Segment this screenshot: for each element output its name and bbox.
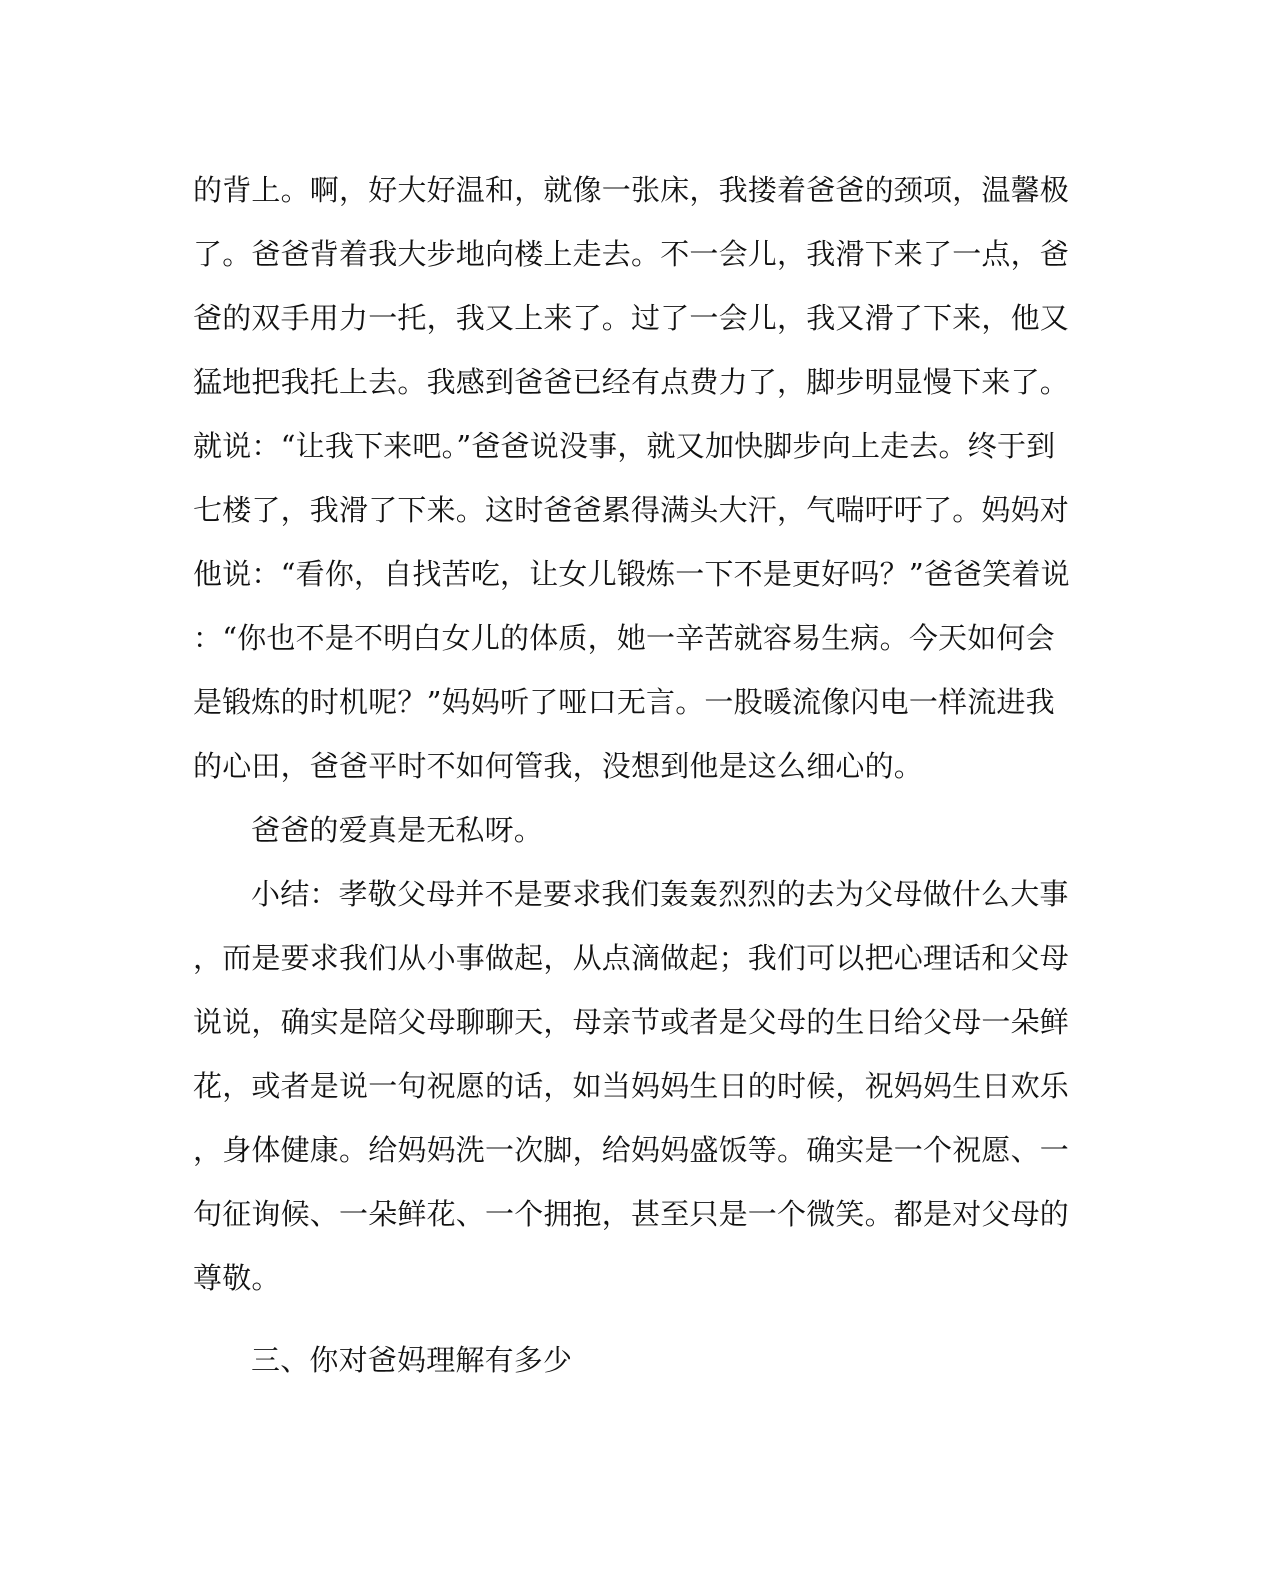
section-heading: 三、你对爸妈理解有多少 bbox=[251, 1343, 573, 1377]
paragraph-line: ，而是要求我们从小事做起，从点滴做起；我们可以把心理话和父母 bbox=[193, 941, 1070, 975]
paragraph-line: 的心田，爸爸平时不如何管我，没想到他是这么细心的。 bbox=[193, 749, 924, 783]
paragraph-line: 尊敬。 bbox=[193, 1261, 281, 1295]
paragraph-line: 是锻炼的时机呢？”妈妈听了哑口无言。一股暖流像闪电一样流进我 bbox=[193, 685, 1055, 719]
paragraph-line: 爸的双手用力一托，我又上来了。过了一会儿，我又滑了下来，他又 bbox=[193, 301, 1070, 335]
paragraph-line: 说说，确实是陪父母聊聊天，母亲节或者是父母的生日给父母一朵鲜 bbox=[193, 1005, 1070, 1039]
paragraph-line: 就说：“让我下来吧。”爸爸说没事，就又加快脚步向上走去。终于到 bbox=[193, 429, 1056, 463]
paragraph-line: 他说：“看你，自找苦吃，让女儿锻炼一下不是更好吗？”爸爸笑着说 bbox=[193, 557, 1070, 591]
paragraph-line: ，身体健康。给妈妈洗一次脚，给妈妈盛饭等。确实是一个祝愿、一 bbox=[193, 1133, 1070, 1167]
paragraph-line: 句征询候、一朵鲜花、一个拥抱，甚至只是一个微笑。都是对父母的 bbox=[193, 1197, 1070, 1231]
paragraph-line: 花，或者是说一句祝愿的话，如当妈妈生日的时候，祝妈妈生日欢乐 bbox=[193, 1069, 1070, 1103]
paragraph-line: 小结：孝敬父母并不是要求我们轰轰烈烈的去为父母做什么大事 bbox=[251, 877, 1069, 911]
paragraph-line: 了。爸爸背着我大步地向楼上走去。不一会儿，我滑下来了一点，爸 bbox=[193, 237, 1070, 271]
paragraph-line: ：“你也不是不明白女儿的体质，她一辛苦就容易生病。今天如何会 bbox=[193, 621, 1055, 655]
paragraph-line: 猛地把我托上去。我感到爸爸已经有点费力了，脚步明显慢下来了。 bbox=[193, 365, 1070, 399]
paragraph-line: 爸爸的爱真是无私呀。 bbox=[251, 813, 544, 847]
paragraph-line: 七楼了，我滑了下来。这时爸爸累得满头大汗，气喘吁吁了。妈妈对 bbox=[193, 493, 1070, 527]
paragraph-line: 的背上。啊，好大好温和，就像一张床，我搂着爸爸的颈项，温馨极 bbox=[193, 173, 1070, 207]
